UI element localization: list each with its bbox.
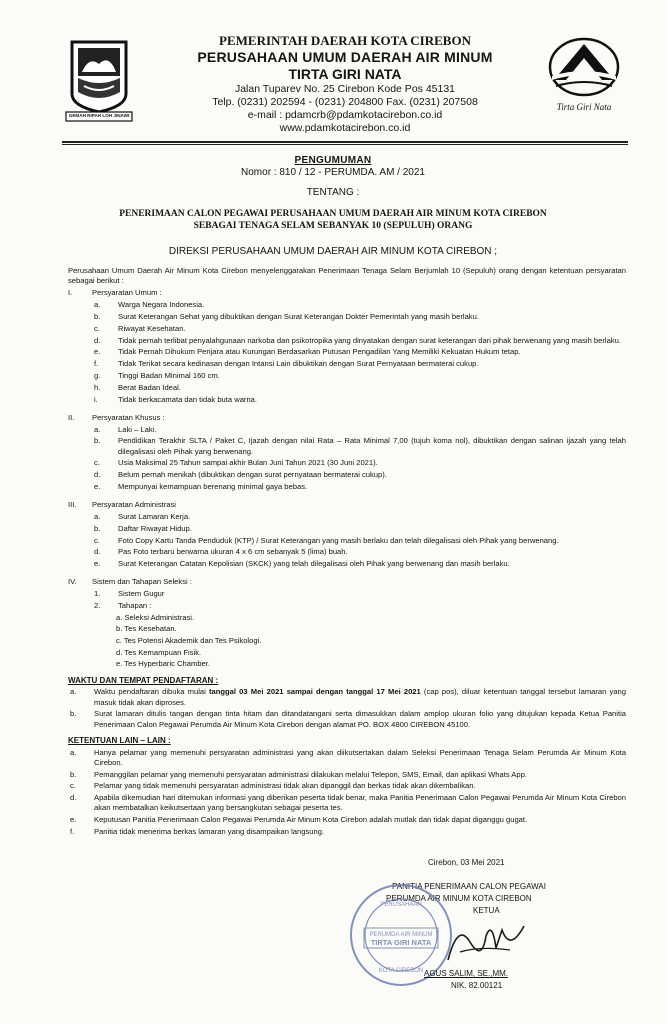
schedule-item-place: b. Surat lamaran ditulis tangan dengan tinta hitam dan ditandatangani serta dimasukkan dalam amplop ukuran folio yang ditujukan kepada Ketua Panitia Penerimaan Calon Pegawai Perumda Air Minum Kota Cirebon dengan alamat PO. BOX 4800 CIREBON 45100. [70, 709, 626, 729]
list-item: e. Mempunyai kemampuan berenang minimal gaya bebas. [94, 481, 308, 491]
section-general-requirements [68, 288, 626, 404]
letterhead-divider [62, 141, 628, 143]
section-number: IV. [68, 577, 77, 587]
list-item: i. Tidak berkacamata dan tidak buta warna. [94, 394, 258, 404]
section-number: III. [68, 500, 77, 510]
section-title: Sistem dan Tahapan Seleksi : [92, 577, 192, 587]
schedule-item-time: a. Waktu pendaftaran dibuka mulai tanggal 03 Mei 2021 sampai dengan tanggal 17 Mei 2021 (cap pos), diluar ketentuan tanggal tersebut lamaran yang masuk tidak akan diproses. [70, 687, 626, 707]
signature-committee: PANITIA PENERIMAAN CALON PEGAWAI [392, 882, 546, 891]
section-selection-stages [68, 577, 626, 669]
section-title: Persyaratan Umum : [92, 288, 162, 298]
section-number: I. [68, 288, 73, 298]
letterhead-email: e-mail : pdamcrb@pdamkotacirebon.co.id [247, 109, 443, 121]
list-item: h. Berat Badan Ideal. [94, 382, 181, 392]
registration-dates: tanggal 03 Mei 2021 sampai dengan tanggal 17 Mei 2021 [209, 687, 421, 697]
signature-date: Cirebon, 03 Mei 2021 [428, 858, 505, 867]
announcement-number: Nomor : 810 / 12 - PERUMDA. AM / 2021 [241, 167, 425, 178]
list-item: a. Warga Negara Indonesia. [94, 300, 205, 310]
list-item: d. Tidak pernah terlibat penyalahgunaan narkoba dan psikotropika yang dinyatakan dengan surat keterangan dari pihak berwenang yang masih berlaku. [94, 335, 621, 345]
list-item: d. Belum pernah menikah (dibuktikan dengan surat pernyataan bermaterai cukup). [94, 470, 387, 480]
list-item: c. Usia Maksimal 25 Tahun sampai akhir Bulan Juni Tahun 2021 (30 Juni 2021). [94, 458, 378, 468]
section-title: Persyaratan Administrasi [92, 500, 176, 510]
list-item: a. Surat Lamaran Kerja. [94, 511, 191, 521]
section-number: II. [68, 412, 75, 422]
tirta-giri-nata-logo-icon [544, 36, 624, 98]
section-administrative-requirements [68, 500, 626, 569]
list-item: e. Keputusan Panitia Penerimaan Calon Pegawai Perumda Air Minum Kota Cirebon adalah mutlak dan tidak dapat diganggu gugat. [70, 815, 528, 825]
document-body [68, 266, 626, 837]
letterhead-phone: Telp. (0231) 202594 - (0231) 204800 Fax. (0231) 207508 [212, 96, 478, 108]
stage-item: b. Tes Kesehatan. [116, 624, 177, 634]
right-logo-caption: Tirta Giri Nata [556, 102, 612, 112]
list-item: a. Hanya pelamar yang memenuhi persyaratan administrasi yang akan diikutsertakan dalam Seleksi Penerimaan Tenaga Selam Perumda Air Minum Kota Cirebon. [70, 747, 626, 767]
letterhead-brand: TIRTA GIRI NATA [288, 66, 402, 82]
stage-item: a. Seleksi Administrasi. [116, 612, 195, 622]
list-item: g. Tinggi Badan Minimal 160 cm. [94, 370, 220, 380]
list-item: b. Surat Keterangan Sehat yang dibuktikan dengan Surat Keterangan Dokter Pemerintah yang masih berlaku. [94, 312, 479, 321]
svg-text:PERUSAHAAN: PERUSAHAAN [380, 902, 422, 908]
list-item: b. Daftar Riwayat Hidup. [94, 523, 192, 533]
letterhead-website: www.pdamkotacirebon.co.id [279, 122, 411, 134]
list-item: f. Tidak Terikat secara kedinasan dengan Intansi Lain dibuktikan dengan Surat Pernyataan bermaterai cukup. [94, 359, 479, 369]
list-item: 1. Sistem Gugur [94, 589, 165, 599]
list-item: b. Pemanggilan pelamar yang memenuhi persyaratan administrasi dilakukan melalui Telepon, SMS, Email, dan aplikasi Whats App. [70, 769, 527, 779]
emblem-ribbon-text: GEMAH RIPAH LOH JINAWI [68, 113, 130, 118]
signature-company: PERUMDA AIR MINUM KOTA CIREBON [386, 894, 532, 903]
svg-text:TIRTA GIRI NATA: TIRTA GIRI NATA [370, 938, 432, 947]
intro-paragraph: Perusahaan Umum Daerah Air Minum Kota Cirebon menyelenggarakan Penerimaan Tenaga Selam Berjumlah 10 (Sepuluh) orang dengan ketentuan persyaratan sebagai berikut : [68, 266, 626, 286]
list-item: b. Pendidikan Terakhir SLTA / Paket C, Ijazah dengan nilai Rata – Rata Minimal 7,00 (tujuh koma nol), dibuktikan dengan salinan ijazah yang telah dilegalisasi oleh Pihak yang berwenang. [94, 436, 626, 456]
list-item: d. Pas Foto terbaru berwarna ukuran 4 x 6 cm sebanyak 5 (lima) buah. [94, 547, 348, 557]
section-special-requirements [68, 413, 626, 492]
stage-item: c. Tes Potensi Akademik dan Tes Psikologi. [116, 636, 262, 646]
list-item: d. Apabila dikemudian hari ditemukan informasi yang diberikan peserta tidak benar, maka Panitia Penerimaan Calon Pegawai Perumda Air Minum Kota Cirebon akan membatalkan keikutsertaan yang bersangkutan sebagai peserta tes. [70, 793, 626, 813]
signature-role: KETUA [473, 906, 500, 915]
list-item: c. Pelamar yang tidak memenuhi persyaratan administrasi tidak akan dipanggil dan berkas tidak akan dikembalikan. [70, 781, 476, 791]
letterhead-address: Jalan Tuparev No. 25 Cirebon Kode Pos 45131 [234, 83, 456, 95]
signatory-nik: NIK. 82.00121 [451, 981, 503, 990]
announcement-directorate: DIREKSI PERUSAHAAN UMUM DAERAH AIR MINUM KOTA CIREBON ; [168, 246, 498, 257]
announcement-subject-line1: PENERIMAAN CALON PEGAWAI PERUSAHAAN UMUM DAERAH AIR MINUM KOTA CIREBON [119, 209, 547, 219]
letterhead-divider-thin [62, 144, 628, 145]
letterhead-company: PERUSAHAAN UMUM DAERAH AIR MINUM [197, 49, 493, 65]
other-provisions-heading: KETENTUAN LAIN – LAIN : [68, 735, 171, 745]
announcement-about: TENTANG : [306, 187, 360, 198]
letterhead-government: PEMERINTAH DAERAH KOTA CIREBON [219, 33, 471, 48]
section-title: Persyaratan Khusus : [92, 412, 165, 422]
svg-text:PERUMDA AIR MINUM: PERUMDA AIR MINUM [369, 932, 433, 938]
announcement-subject-line2: SEBAGAI TENAGA SELAM SEBANYAK 10 (SEPULUH) ORANG [193, 221, 473, 231]
list-item: f. Panitia tidak menerima berkas lamaran yang disampaikan langsung. [70, 827, 325, 837]
letterhead [150, 33, 540, 135]
list-item: c. Riwayat Kesehatan. [94, 323, 186, 333]
list-item: e. Tidak Pernah Dihukum Penjara atau Kurungan Berdasarkan Putusan Pengadilan Yang Memiliki Kekuatan Hukum tetap. [94, 347, 521, 357]
handwritten-signature-icon [440, 912, 530, 972]
list-item: e. Surat Keterangan Catatan Kepolisian (SKCK) yang telah dilegalisasi oleh Pihak yang berwenang dan masih berlaku. [94, 559, 510, 569]
list-item: a. Laki – Laki. [94, 424, 157, 434]
announcement-title: PENGUMUMAN [294, 155, 372, 166]
schedule-heading: WAKTU DAN TEMPAT PENDAFTARAN : [68, 675, 219, 685]
stage-item: d. Tes Kemampuan Fisik. [116, 647, 202, 657]
list-item: c. Foto Copy Kartu Tanda Penduduk (KTP) / Surat Keterangan yang masih berlaku dan telah dilegalisasi oleh Pihak yang berwenang. [94, 535, 559, 545]
svg-text:KOTA CIREBON: KOTA CIREBON [378, 968, 424, 974]
signatory-name: AGUS SALIM, SE.,MM. [424, 969, 509, 978]
list-item: 2. Tahapan : [94, 600, 152, 610]
stage-item: e. Tes Hyperbaric Chamber. [116, 659, 210, 669]
